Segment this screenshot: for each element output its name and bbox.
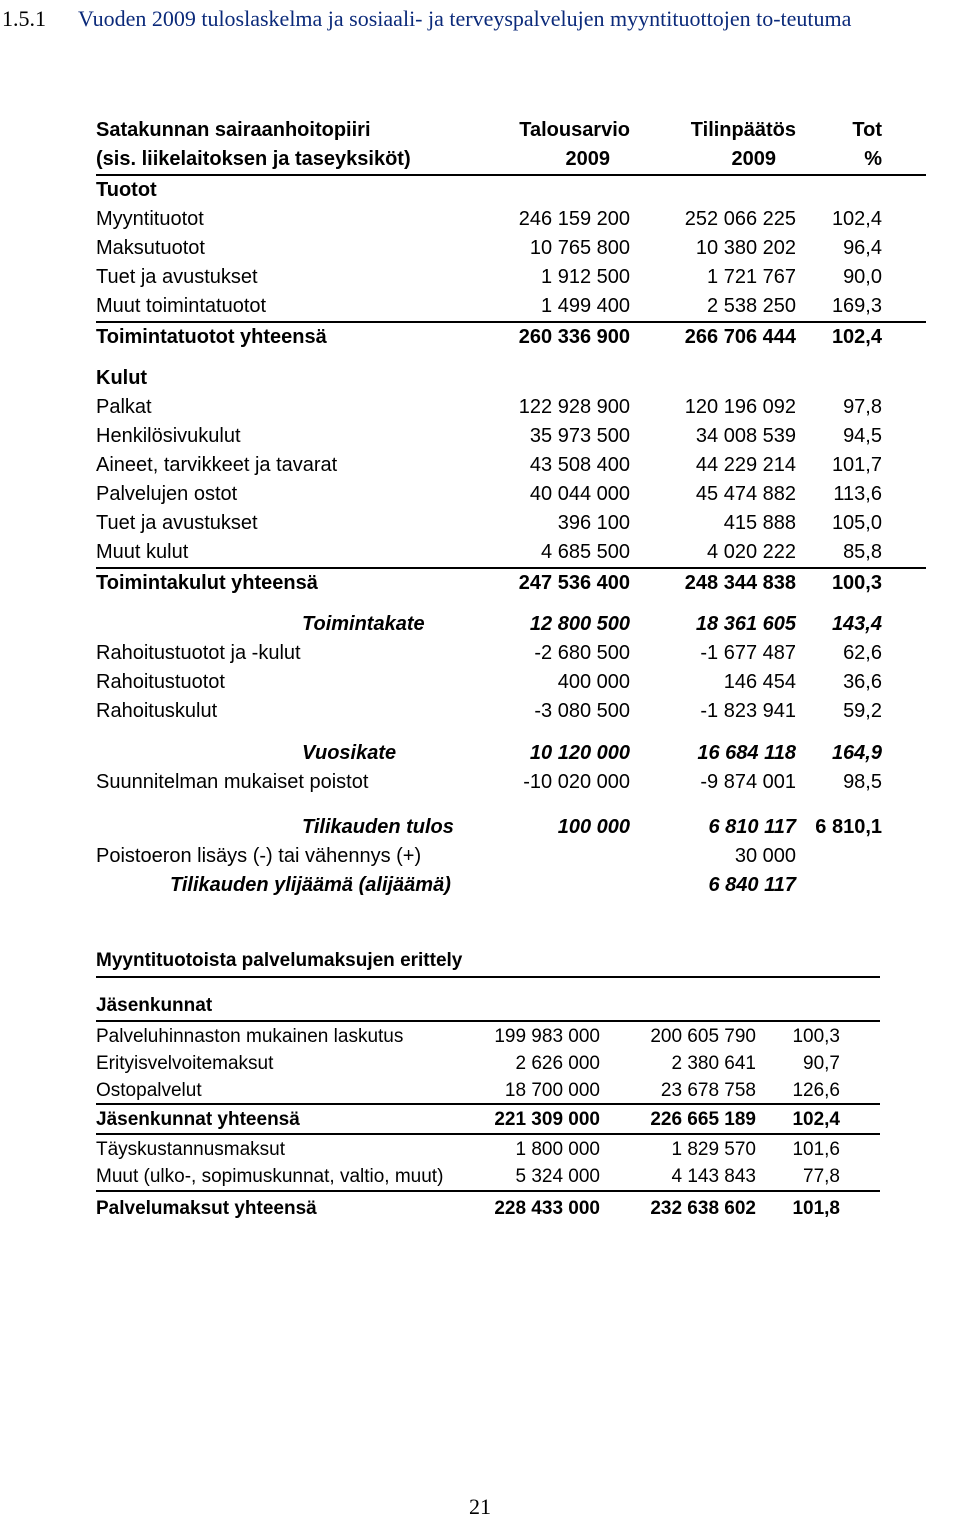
row-label: Jäsenkunnat yhteensä [96, 1109, 300, 1130]
table-row [96, 176, 926, 205]
row-label: Erityisvelvoitemaksut [96, 1053, 274, 1074]
actual-value: 120 196 092 [684, 396, 796, 418]
actual-value: 252 066 225 [684, 208, 796, 230]
budget-value: 43 508 400 [529, 454, 630, 476]
table-row [96, 668, 926, 697]
row-label: Suunnitelman mukaiset poistot [96, 771, 369, 793]
budget-value: 18 700 000 [504, 1080, 600, 1101]
section-title: Vuoden 2009 tuloslaskelma ja sosiaali- ja terveyspalvelujen myyntituottojen to-teutuma [78, 6, 852, 31]
actual-value: 44 229 214 [695, 454, 796, 476]
actual-value: 4 020 222 [707, 541, 796, 563]
row-label: Aineet, tarvikkeet ja tavarat [96, 454, 338, 476]
budget-value: 396 100 [557, 512, 630, 534]
budget-value: 10 765 800 [529, 237, 630, 259]
percent-value: 100,3 [792, 1026, 840, 1047]
budget-value: 246 159 200 [518, 208, 630, 230]
row-label: Rahoituskulut [96, 700, 218, 722]
table-row [96, 1049, 880, 1076]
row-label: Muut kulut [96, 541, 189, 563]
table-row [96, 480, 926, 509]
row-label: Palkat [96, 396, 152, 418]
table-row [96, 538, 926, 569]
budget-value: 221 309 000 [494, 1109, 600, 1130]
row-label: Toimintatuotot yhteensä [96, 326, 327, 348]
actual-value: 45 474 882 [695, 483, 796, 505]
table-total-row [96, 1105, 880, 1135]
percent-value: 90,0 [843, 266, 882, 288]
table-total-row [96, 569, 926, 598]
budget-value: 228 433 000 [494, 1198, 600, 1219]
actual-value: 6 840 117 [708, 874, 796, 896]
percent-value: 101,6 [792, 1139, 840, 1160]
percent-value: 97,8 [843, 396, 882, 418]
row-label: Toimintakate [302, 613, 425, 635]
percent-value: 102,4 [792, 1109, 840, 1130]
header-label-line1: Satakunnan sairaanhoitopiiri [96, 119, 371, 141]
budget-value: -2 680 500 [534, 642, 630, 664]
percent-value: 101,7 [831, 454, 882, 476]
percent-value: 62,6 [843, 642, 882, 664]
budget-value: 12 800 500 [529, 613, 630, 635]
income-statement-table [96, 116, 926, 900]
row-label: Tuet ja avustukset [96, 266, 258, 288]
actual-value: 34 008 539 [695, 425, 796, 447]
percent-value: 143,4 [831, 613, 882, 635]
actual-value: 23 678 758 [660, 1080, 756, 1101]
actual-value: 2 380 641 [671, 1053, 756, 1074]
percent-value: 102,4 [831, 208, 882, 230]
table-row [96, 263, 926, 292]
actual-value: 266 706 444 [684, 326, 796, 348]
percent-value: 77,8 [803, 1166, 840, 1187]
percent-value: 90,7 [803, 1053, 840, 1074]
actual-value: 232 638 602 [650, 1198, 756, 1219]
budget-value: -10 020 000 [523, 771, 630, 793]
row-label: Tilikauden tulos [302, 816, 454, 838]
percent-value: 113,6 [833, 483, 882, 505]
table-row [96, 697, 926, 726]
table-title-row [96, 946, 880, 978]
actual-value: 1 721 767 [707, 266, 796, 288]
table-row [96, 739, 926, 768]
actual-value: 248 344 838 [684, 572, 796, 594]
budget-value: 122 928 900 [518, 396, 630, 418]
header-col1-line2: 2009 [565, 148, 610, 170]
row-label: Vuosikate [302, 742, 397, 764]
percent-value: 94,5 [843, 425, 882, 447]
row-label: Palveluhinnaston mukainen laskutus [96, 1026, 404, 1047]
actual-value: 1 829 570 [671, 1139, 756, 1160]
table-row [96, 768, 926, 797]
table-row [96, 639, 926, 668]
actual-value: 30 000 [734, 845, 796, 867]
budget-value: 5 324 000 [515, 1166, 600, 1187]
sales-breakdown-table [96, 946, 880, 1223]
actual-value: -1 677 487 [700, 642, 796, 664]
actual-value: -9 874 001 [700, 771, 796, 793]
percent-value: 98,5 [843, 771, 882, 793]
budget-value: 1 912 500 [541, 266, 630, 288]
row-label: Muut toimintatuotot [96, 295, 267, 317]
table-row [96, 610, 926, 639]
percent-value: 101,8 [792, 1198, 840, 1219]
actual-value: 200 605 790 [650, 1026, 756, 1047]
table-row [96, 422, 926, 451]
budget-value: -3 080 500 [534, 700, 630, 722]
table-row [96, 991, 880, 1020]
table-total-row [96, 323, 926, 352]
table-row [96, 292, 926, 323]
percent-value: 36,6 [843, 671, 882, 693]
row-label: Henkilösivukulut [96, 425, 241, 447]
row-label: Täyskustannusmaksut [96, 1139, 286, 1160]
table-row [96, 1076, 880, 1105]
actual-value: 6 810 117 [708, 816, 796, 838]
header-label-line2: (sis. liikelaitoksen ja taseyksiköt) [96, 148, 411, 170]
budget-value: 1 499 400 [541, 295, 630, 317]
percent-value: 105,0 [831, 512, 882, 534]
table-total-row [96, 1194, 880, 1223]
row-label: Ostopalvelut [96, 1080, 202, 1101]
row-label: Tuet ja avustukset [96, 512, 258, 534]
budget-value: 247 536 400 [518, 572, 630, 594]
budget-value: 2 626 000 [515, 1053, 600, 1074]
header-col1-line1: Talousarvio [519, 119, 630, 141]
row-label: Myyntituotot [96, 208, 204, 230]
header-col3-line2: % [864, 148, 882, 170]
table-row [96, 234, 926, 263]
header-col2-line2: 2009 [731, 148, 776, 170]
row-label: Kulut [96, 367, 148, 389]
row-label: Jäsenkunnat [96, 995, 213, 1016]
percent-value: 126,6 [792, 1080, 840, 1101]
row-label: Maksutuotot [96, 237, 205, 259]
table-row [96, 393, 926, 422]
percent-value: 100,3 [831, 572, 882, 594]
actual-value: -1 823 941 [700, 700, 796, 722]
table-header-row-1 [96, 116, 926, 145]
table-title: Myyntituotoista palvelumaksujen erittely [96, 950, 463, 971]
page-number: 21 [469, 1494, 491, 1519]
row-label: Poistoeron lisäys (-) tai vähennys (+) [96, 845, 422, 867]
table-row [96, 871, 926, 900]
actual-value: 226 665 189 [650, 1109, 756, 1130]
percent-value: 102,4 [831, 326, 882, 348]
actual-value: 16 684 118 [697, 742, 796, 764]
percent-value: 85,8 [843, 541, 882, 563]
table-row [96, 1135, 880, 1162]
actual-value: 18 361 605 [695, 613, 796, 635]
budget-value: 1 800 000 [515, 1139, 600, 1160]
row-label: Muut (ulko-, sopimuskunnat, valtio, muut) [96, 1166, 444, 1187]
table-row [96, 813, 926, 842]
table-row [96, 364, 926, 393]
actual-value: 2 538 250 [707, 295, 796, 317]
row-label: Toimintakulut yhteensä [96, 572, 318, 594]
percent-value: 59,2 [843, 700, 882, 722]
actual-value: 4 143 843 [671, 1166, 756, 1187]
table-row [96, 842, 926, 871]
table-row [96, 1162, 880, 1192]
budget-value: 400 000 [557, 671, 630, 693]
budget-value: 10 120 000 [529, 742, 630, 764]
percent-value: 6 810,1 [815, 816, 882, 838]
table-row [96, 451, 926, 480]
percent-value: 96,4 [843, 237, 882, 259]
header-col2-line1: Tilinpäätös [690, 119, 796, 141]
actual-value: 146 454 [723, 671, 796, 693]
budget-value: 40 044 000 [529, 483, 630, 505]
budget-value: 4 685 500 [541, 541, 630, 563]
row-label: Palvelujen ostot [96, 483, 238, 505]
row-label: Palvelumaksut yhteensä [96, 1198, 317, 1219]
actual-value: 415 888 [723, 512, 796, 534]
row-label: Tuotot [96, 179, 157, 201]
row-label: Tilikauden ylijäämä (alijäämä) [170, 874, 451, 896]
budget-value: 260 336 900 [518, 326, 630, 348]
actual-value: 10 380 202 [695, 237, 796, 259]
budget-value: 100 000 [557, 816, 630, 838]
budget-value: 35 973 500 [529, 425, 630, 447]
table-row [96, 205, 926, 234]
section-number: 1.5.1 [2, 6, 46, 31]
table-row [96, 509, 926, 538]
table-header-row-2 [96, 145, 926, 176]
row-label: Rahoitustuotot [96, 671, 225, 693]
table-row [96, 1020, 880, 1049]
percent-value: 164,9 [831, 742, 882, 764]
budget-value: 199 983 000 [494, 1026, 600, 1047]
row-label: Rahoitustuotot ja -kulut [96, 642, 301, 664]
percent-value: 169,3 [831, 295, 882, 317]
header-col3-line1: Tot [852, 119, 882, 141]
